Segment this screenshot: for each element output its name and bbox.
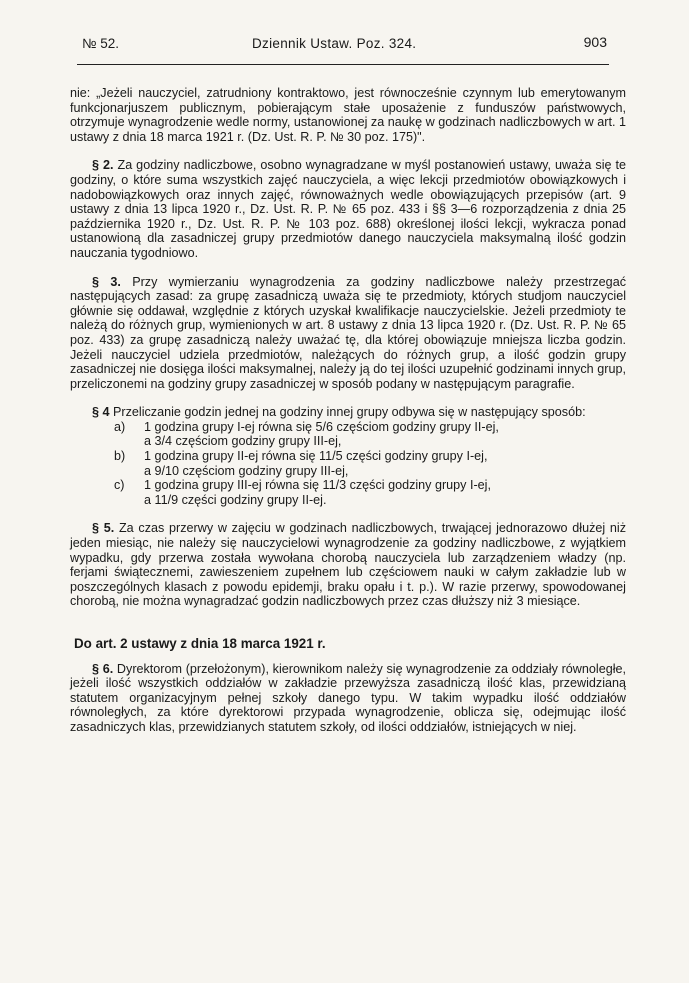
section-4-text: Przeliczanie godzin jednej na godziny innej grupy odbywa się w następujący sposób:: [113, 405, 586, 420]
section-5-label: § 5.: [92, 521, 115, 536]
section-3-label: § 3.: [92, 274, 121, 289]
list-item-label: a): [114, 419, 126, 434]
section-6-label: § 6.: [92, 661, 114, 676]
section-3-text: Przy wymierzaniu wynagrodzenia za godziny nadliczbowe należy przestrzegać następujących zasad: za grupę zasadniczą uważa się te przedmioty, których studjom nauczyciel głównie się oddawał, względnie z których uzyskał kwalifikacje nauczycielskie. Jeżeli przedmioty te należą do różnych grup, wymienionych w art. 8 ustawy z dnia 13 lipca 1920 r. (Dz. Ust. R. P. № 65 poz. 433) za grupę zasadniczą należy uważać tę, dla której obowiązuje mniejsza liczba godzin. Jeżeli nauczyciel udziela przedmiotów, należących do różnych grup, a ilość godzin grupy zasadniczej nie dosięga ilości maksymalnej, należy ją do tej ilości uzupełnić godzinami innych grup, przeliczonemi na godziny grupy zasadniczej w sposób podany w następującym paragrafie.: [70, 274, 626, 391]
list-item-line: a 9/10 częściom godziny grupy III-ej,: [144, 463, 349, 478]
list-item: [70, 420, 626, 449]
section-2-text: Za godziny nadliczbowe, osobno wynagradzane w myśl postanowień ustawy, uważa się te godziny, o które suma wszystkich zajęć nauczyciela, a więc lekcji przedmiotów obowiązkowych i nadobowiązkowych oraz innych zajęć, równoważnych wedle obowiązujących przepisów (art. 9 ustawy z dnia 13 lipca 1920 r., Dz. Ust. R. P. № 65 poz. 433 i §§ 3—6 rozporządzenia z dnia 25 października 1920 r., Dz. Ust. R. P. № 103 poz. 688) określonej ilości lekcji, wykracza ponad ustanowioną dla zasadniczej grupy przedmiotów danego nauczyciela maksymalną ilość godzin nauczania tygodniowo.: [70, 158, 626, 260]
section-6-text: Dyrektorom (przełożonym), kierownikom należy się wynagrodzenie za oddziały równoległe, jeżeli ilość wszystkich oddziałów w zakładzie przewyższa zasadniczą ilość klas, przewidzianą statutem organizacyjnym pełnej szkoły danego typu. W takim wypadku ilość oddziałów równoległych, za które dyrektorowi przypada wynagrodzenie, oblicza się, odejmując ilość zasadniczych klas, przewidzianych statutem szkoły, od ilości oddziałów, istniejących w niej.: [70, 661, 626, 734]
page-number: 903: [583, 34, 607, 50]
article-2-heading: Do art. 2 ustawy z dnia 18 marca 1921 r.: [74, 636, 326, 651]
list-item-label: c): [114, 478, 125, 493]
document-body: [70, 86, 626, 735]
list-item-line: a 3/4 częściom godziny grupy III-ej,: [144, 434, 342, 449]
journal-title: Dziennik Ustaw. Poz. 324.: [252, 36, 417, 51]
list-item-line: a 11/9 części godziny grupy II-ej.: [144, 492, 327, 507]
list-item: [70, 449, 626, 478]
section-2: [70, 158, 626, 260]
list-item-line: 1 godzina grupy III-ej równa się 11/3 części godziny grupy I-ej,: [144, 478, 491, 493]
list-item: [70, 478, 626, 507]
section-5: [70, 521, 626, 609]
section-5-text: Za czas przerwy w zajęciu w godzinach nadliczbowych, trwającej jednorazowo dłużej niż jeden miesiąc, nie należy się nauczycielowi wynagrodzenie za godziny nadliczbowe, z wyjątkiem wypadku, gdy przerwa została wywołana chorobą nauczyciela lub zarządzeniem władzy (np. ferjami świątecznemi, zawieszeniem zupełnem lub częściowem nauki w całym zakładzie lub w poszczególnych klasach z powodu epidemji, braku opału i t. p.). W razie przerwy, spowodowanej chorobą, nie można wynagradzać godzin nadliczbowych przez czas dłuższy niż 3 miesiące.: [70, 521, 627, 609]
section-4-label: § 4: [92, 405, 110, 420]
list-item-line: 1 godzina grupy II-ej równa się 11/5 części godziny grupy I-ej,: [144, 449, 488, 464]
conversion-list: [70, 420, 626, 508]
list-item-line: 1 godzina grupy I-ej równa się 5/6 częściom godziny grupy II-ej,: [144, 419, 499, 434]
page-header: [82, 36, 607, 58]
list-item-label: b): [114, 449, 126, 464]
issue-number: № 52.: [82, 36, 119, 51]
header-rule: [77, 64, 609, 65]
section-6: [70, 662, 626, 735]
section-3: [70, 275, 626, 392]
intro-paragraph: nie: „Jeżeli nauczyciel, zatrudniony kontraktowo, jest równocześnie czynnym lub emerytowanym funkcjonarjuszem publicznym, pobierającym stałe uposażenie z funduszów państwowych, otrzymuje wynagrodzenie wedle normy, ustanowionej za naukę w godzinach nadliczbowych w art. 1 ustawy z dnia 18 marca 1921 r. (Dz. Ust. R. P. № 30 poz. 175)".: [70, 86, 626, 144]
section-4: [70, 405, 626, 420]
section-2-label: § 2.: [92, 158, 114, 173]
